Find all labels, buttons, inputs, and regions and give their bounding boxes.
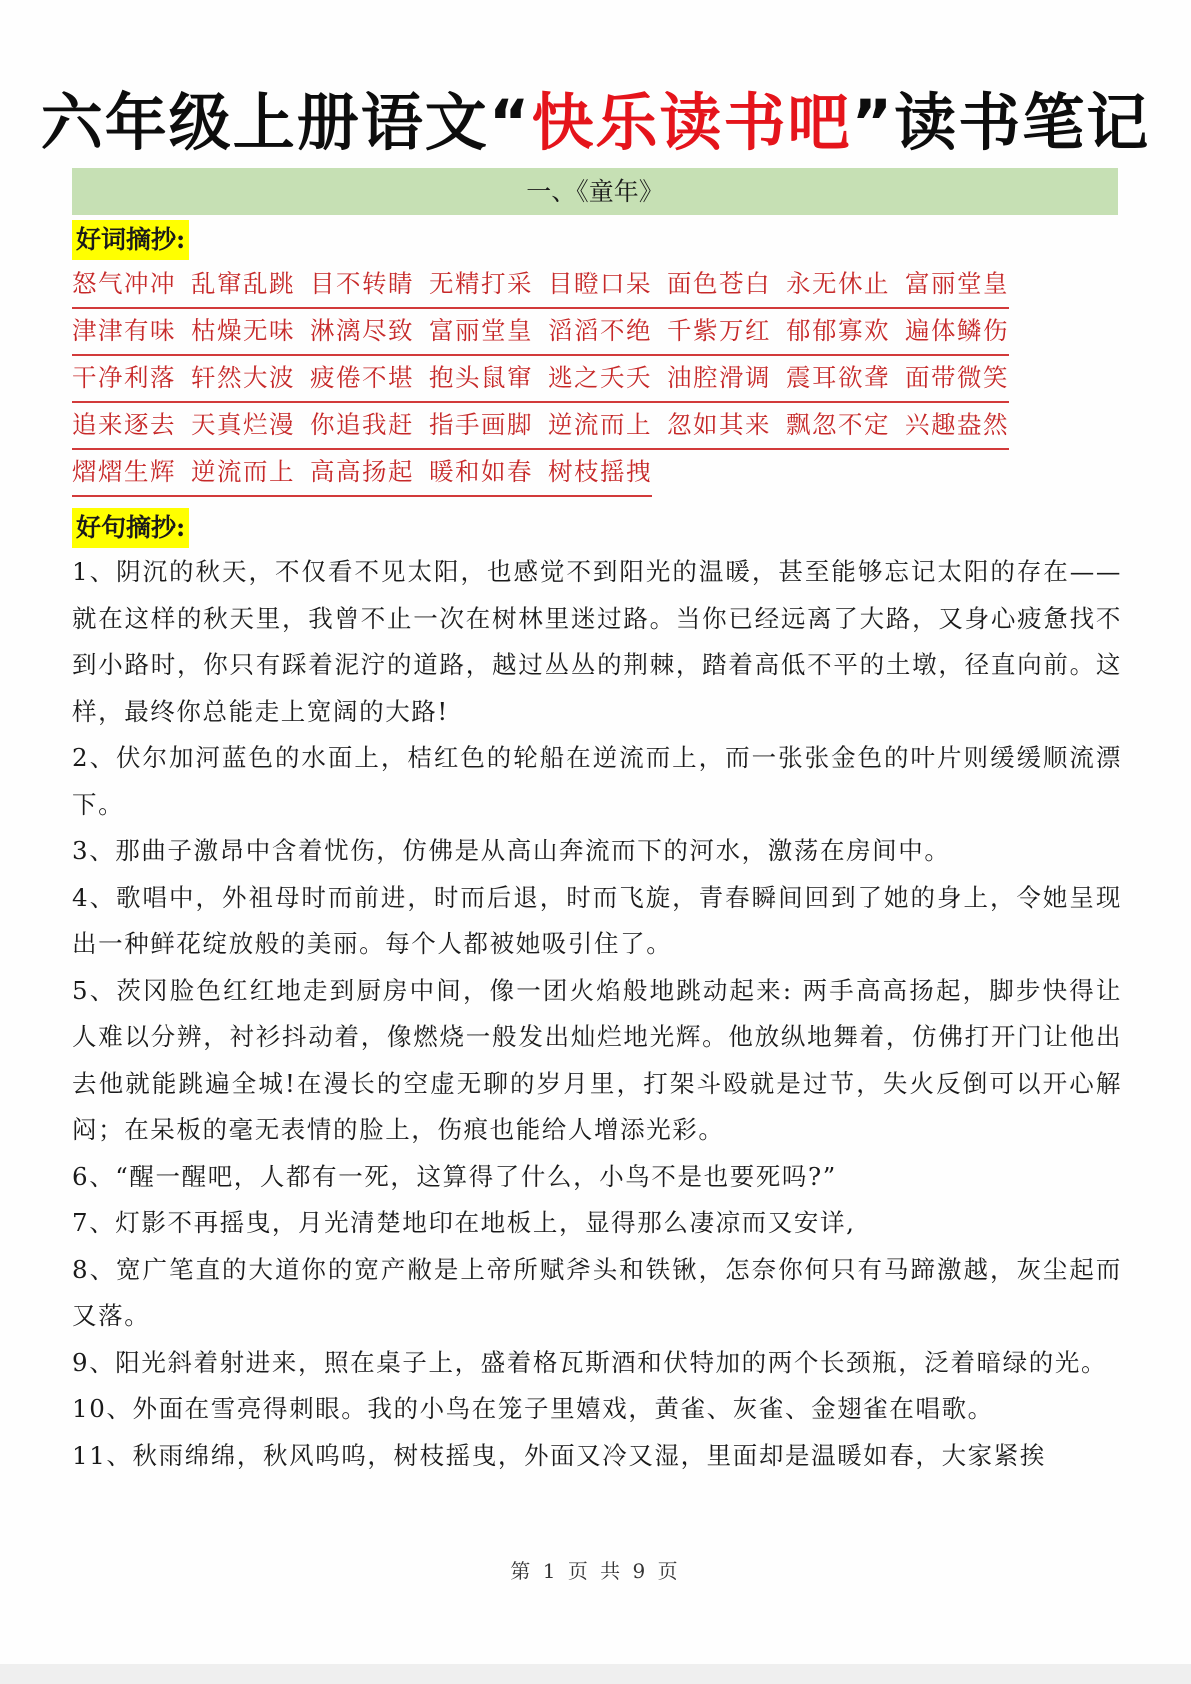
sentence-item: 11、秋雨绵绵，秋风呜呜，树枝摇曳，外面又冷又湿，里面却是温暖如春，大家紧挨 <box>72 1440 1046 1470</box>
word-line <box>72 262 1009 309</box>
good-words-label: 好词摘抄: <box>72 220 189 260</box>
title-quote-open: “ <box>488 86 532 159</box>
sentence-item: 6、“醒一醒吧，人都有一死，这算得了什么，小鸟不是也要死吗?” <box>72 1161 837 1191</box>
word: 目瞪口呆 <box>548 269 652 298</box>
word: 暖和如春 <box>429 457 533 486</box>
title-quote-close: ” <box>851 86 895 159</box>
word: 淋漓尽致 <box>310 316 414 345</box>
word: 震耳欲聋 <box>786 363 890 392</box>
word: 无精打采 <box>429 269 533 298</box>
word: 忽如其来 <box>667 410 771 439</box>
word: 你追我赶 <box>310 410 414 439</box>
word: 追来逐去 <box>72 410 176 439</box>
word: 轩然大波 <box>191 363 295 392</box>
word: 逃之夭夭 <box>548 363 652 392</box>
sentence-item: 10、外面在雪亮得刺眼。我的小鸟在笼子里嬉戏，黄雀、灰雀、金翅雀在唱歌。 <box>72 1394 994 1423</box>
word-line <box>72 450 652 497</box>
word-line <box>72 356 1009 403</box>
page-bottom-edge <box>0 1664 1191 1684</box>
word: 兴趣盎然 <box>905 410 1009 439</box>
word: 疲倦不堪 <box>310 363 414 392</box>
word: 树枝摇拽 <box>548 457 652 486</box>
word: 面色苍白 <box>667 269 771 298</box>
word: 高高扬起 <box>310 457 414 486</box>
good-words-list <box>72 262 1132 497</box>
word: 逆流而上 <box>191 457 295 486</box>
word: 抱头鼠窜 <box>429 363 533 392</box>
word: 津津有味 <box>72 316 176 345</box>
word: 郁郁寡欢 <box>786 316 890 345</box>
word: 怒气冲冲 <box>72 269 176 298</box>
section-heading: 一、《童年》 <box>72 168 1118 215</box>
page-title <box>0 78 1191 168</box>
title-prefix: 六年级上册语文 <box>40 86 489 159</box>
word: 熠熠生辉 <box>72 457 176 486</box>
sentence-item: 9、阳光斜着射进来，照在桌子上，盛着格瓦斯酒和伏特加的两个长颈瓶，泛着暗绿的光。 <box>72 1347 1108 1377</box>
word: 千紫万红 <box>667 316 771 345</box>
word: 天真烂漫 <box>191 410 295 439</box>
page-number: 第 1 页 共 9 页 <box>510 1559 681 1583</box>
word: 枯燥无味 <box>191 316 295 345</box>
word: 乱窜乱跳 <box>191 269 295 298</box>
word: 目不转睛 <box>310 269 414 298</box>
word-line <box>72 403 1009 450</box>
word: 富丽堂皇 <box>429 316 533 345</box>
sentence-item: 4、歌唱中，外祖母时而前进，时而后退，时而飞旋，青春瞬间回到了她的身上，令她呈现出一种鲜花绽放般的美丽。每个人都被她吸引住了。 <box>72 882 1122 958</box>
word: 遍体鳞伤 <box>905 316 1009 345</box>
sentence-item: 2、伏尔加河蓝色的水面上，桔红色的轮船在逆流而上，而一张张金色的叶片则缓缓顺流漂下。 <box>72 743 1122 819</box>
good-sentences-list <box>72 549 1122 1479</box>
word: 永无休止 <box>786 269 890 298</box>
title-suffix: 读书笔记 <box>894 86 1151 159</box>
word-line <box>72 309 1009 356</box>
word: 指手画脚 <box>429 410 533 439</box>
word: 逆流而上 <box>548 410 652 439</box>
sentence-item: 7、灯影不再摇曳，月光清楚地印在地板上，显得那么凄凉而又安详, <box>72 1208 856 1237</box>
word: 富丽堂皇 <box>905 269 1009 298</box>
title-highlight: 快乐读书吧 <box>531 86 852 159</box>
word: 干净利落 <box>72 363 176 392</box>
word: 面带微笑 <box>905 363 1009 392</box>
sentence-item: 3、那曲子激昂中含着忧伤，仿佛是从高山奔流而下的河水，激荡在房间中。 <box>72 836 951 865</box>
word: 飘忽不定 <box>786 410 890 439</box>
sentence-item: 5、茨冈脸色红红地走到厨房中间，像一团火焰般地跳动起来: 两手高高扬起，脚步快得让人难以分辨，衬衫抖动着，像燃烧一般发出灿烂地光辉。他放纵地舞着，仿佛打开门让他出去他就能跳遍全城!在漫长的空虚无聊的岁月里，打架斗殴就是过节，失火反倒可以开心解闷；在呆板的毫无表情的脸上，伤痕也能给人增添光彩。 <box>72 975 1122 1144</box>
word: 油腔滑调 <box>667 363 771 392</box>
word: 滔滔不绝 <box>548 316 652 345</box>
sentence-item: 8、宽广笔直的大道你的宽产敝是上帝所赋斧头和铁锹，怎奈你何只有马蹄激越，灰尘起而又落。 <box>72 1254 1122 1330</box>
sentence-item: 1、阴沉的秋天，不仅看不见太阳，也感觉不到阳光的温暖，甚至能够忘记太阳的存在——就在这样的秋天里，我曾不止一次在树林里迷过路。当你已经远离了大路，又身心疲惫找不到小路时，你只有踩着泥泞的道路，越过丛丛的荆棘，踏着高低不平的土墩，径直向前。这样，最终你总能走上宽阔的大路! <box>72 557 1122 726</box>
good-sentences-label: 好句摘抄: <box>72 508 189 548</box>
